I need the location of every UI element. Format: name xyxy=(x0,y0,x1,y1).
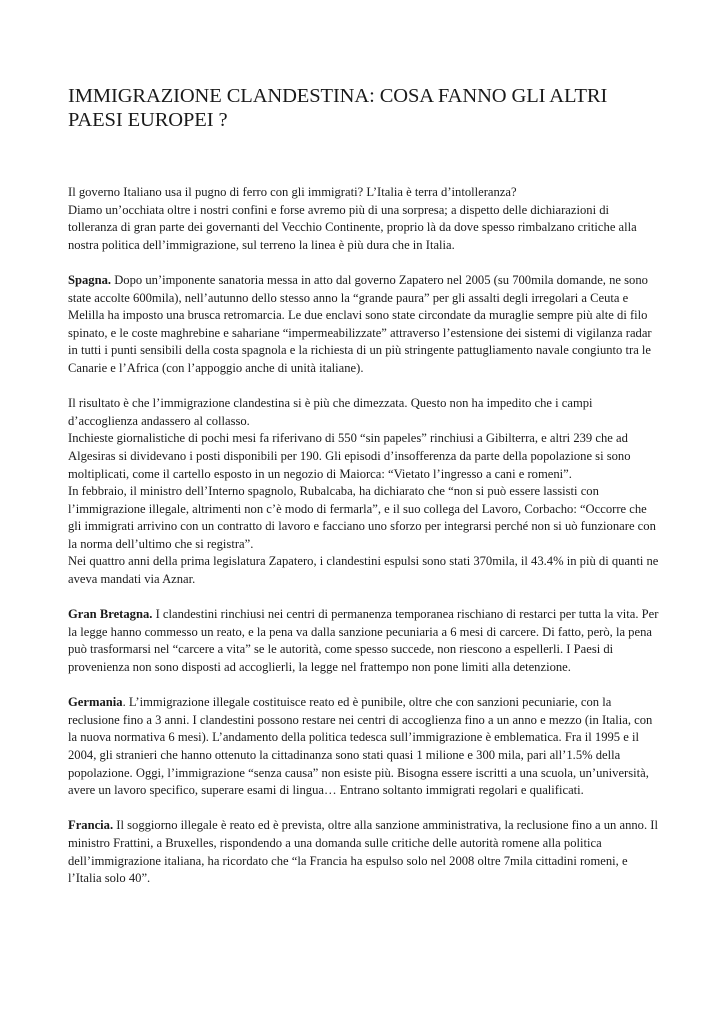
germany-paragraph xyxy=(68,694,660,800)
spain-text: Dopo un’imponente sanatoria messa in atto dal governo Zapatero nel 2005 (su 700mila domande, ne sono state accolte 600mila), nell’autunno dello stesso anno la “grande paura” per gli assalti degli irregolari a Ceuta e Melilla ha imposto una brusca retromarcia. Le due enclavi sono state circondate da muraglie sempre più alte di filo spinato, e le coste maghrebine e sahariane “impermeabilizzate” attraverso l’estensione dei sistemi di vigilanza radar in tutti i punti sensibili della costa spagnola e la richiesta di un più stringente pattugliamento navale congiunto tra le Canarie e l’Africa (con l’appoggio anche di unità italiane). xyxy=(68,272,652,375)
document-title: IMMIGRAZIONE CLANDESTINA: COSA FANNO GLI ALTRI PAESI EUROPEI ? xyxy=(68,85,608,131)
document-body xyxy=(68,184,660,905)
france-text: Il soggiorno illegale è reato ed è prevista, oltre alla sanzione amministrativa, la reclusione fino a un anno. Il ministro Frattini, a Bruxelles, rispondendo a una domanda sulle critiche delle autorità romene alla politica dell’immigrazione italiana, ha ricordato che “la Francia ha espulso solo nel 2008 oltre 7mila cittadini romeni, e l’Italia solo 40”. xyxy=(68,818,658,886)
uk-paragraph xyxy=(68,606,660,676)
germany-text: . L’immigrazione illegale costituisce reato ed è punibile, oltre che con sanzioni pecuniarie, con la reclusione fino a 3 anni. I clandestini possono restare nei centri di accoglienza fino a un anno e mezzo (in Italia, con la nuova normativa 6 mesi). L’andamento della politica tedesca sull’immigrazione è emblematica. Fra il 1995 e il 2004, gli stranieri che hanno ottenuto la cittadinanza sono stati quasi 1 milione e 300 mila, pari all’1.5% della popolazione. Oggi, l’immigrazione “senza causa” non esiste più. Bisogna essere iscritti a una scuola, un’università, avere un lavoro specifico, superare esami di lingua… Entrano soltanto immigrati regolari e qualificati. xyxy=(68,695,653,798)
spain-paragraph xyxy=(68,272,660,378)
intro-line: Diamo un’occhiata oltre i nostri confini e forse avremo più di una sorpresa; a dispetto delle dichiarazioni di tolleranza di gran parte dei governanti del Vecchio Continente, proprio là da dove spesso rimbalzano critiche alla nostra politica dell’immigrazione, sul terreno la linea è più dura che in Italia. xyxy=(68,202,637,252)
uk-heading: Gran Bretagna. xyxy=(68,607,153,622)
intro-paragraph xyxy=(68,184,660,254)
france-paragraph xyxy=(68,817,660,887)
result-line: In febbraio, il ministro dell’Interno spagnolo, Rubalcaba, ha dichiarato che “non si può essere lassisti con l’immigrazione illegale, altrimenti non c’è modo di fermarla”, e il suo collega del Lavoro, Corbacho: “Occorre che gli immigrati arrivino con un contratto di lavoro e facciano uno sforzo per integrarsi perché non si uò funzionare con la norma dell’ultimo che si registra”. xyxy=(68,484,656,551)
uk-text: I clandestini rinchiusi nei centri di permanenza temporanea rischiano di restarci per tutta la vita. Per la legge hanno commesso un reato, e la pena va dalla sanzione pecuniaria a 6 mesi di carcere. Di fatto, però, la pena può trasformarsi nel “carcere a vita” se le autorità, come spesso succede, non riescono a espellerli. I Paesi di provenienza non sono disposti ad accoglierli, la legge nel frattempo non pone limiti alla detenzione. xyxy=(68,607,659,675)
result-line: Il risultato è che l’immigrazione clandestina si è più che dimezzata. Questo non ha impedito che i campi d’accoglienza andassero al collasso. xyxy=(68,396,593,428)
intro-line: Il governo Italiano usa il pugno di ferro con gli immigrati? L’Italia è terra d’intolleranza? xyxy=(68,185,517,199)
france-heading: Francia. xyxy=(68,818,114,833)
germany-heading: Germania xyxy=(68,695,123,710)
spain-heading: Spagna. xyxy=(68,272,112,287)
result-line: Nei quattro anni della prima legislatura Zapatero, i clandestini espulsi sono stati 370mila, il 43.4% in più di quanti ne aveva mandati via Aznar. xyxy=(68,554,659,587)
result-paragraph xyxy=(68,395,660,589)
result-line: Inchieste giornalistiche di pochi mesi fa riferivano di 550 “sin papeles” rinchiusi a Gibilterra, e altri 239 che ad Algesiras si dividevano i posti disponibili per 190. Gli episodi d’insofferenza da parte della popolazione si sono moltiplicati, come il cartello esposto in un negozio di Maiorca: “Vietato l’ingresso a cani e romeni”. xyxy=(68,431,631,481)
